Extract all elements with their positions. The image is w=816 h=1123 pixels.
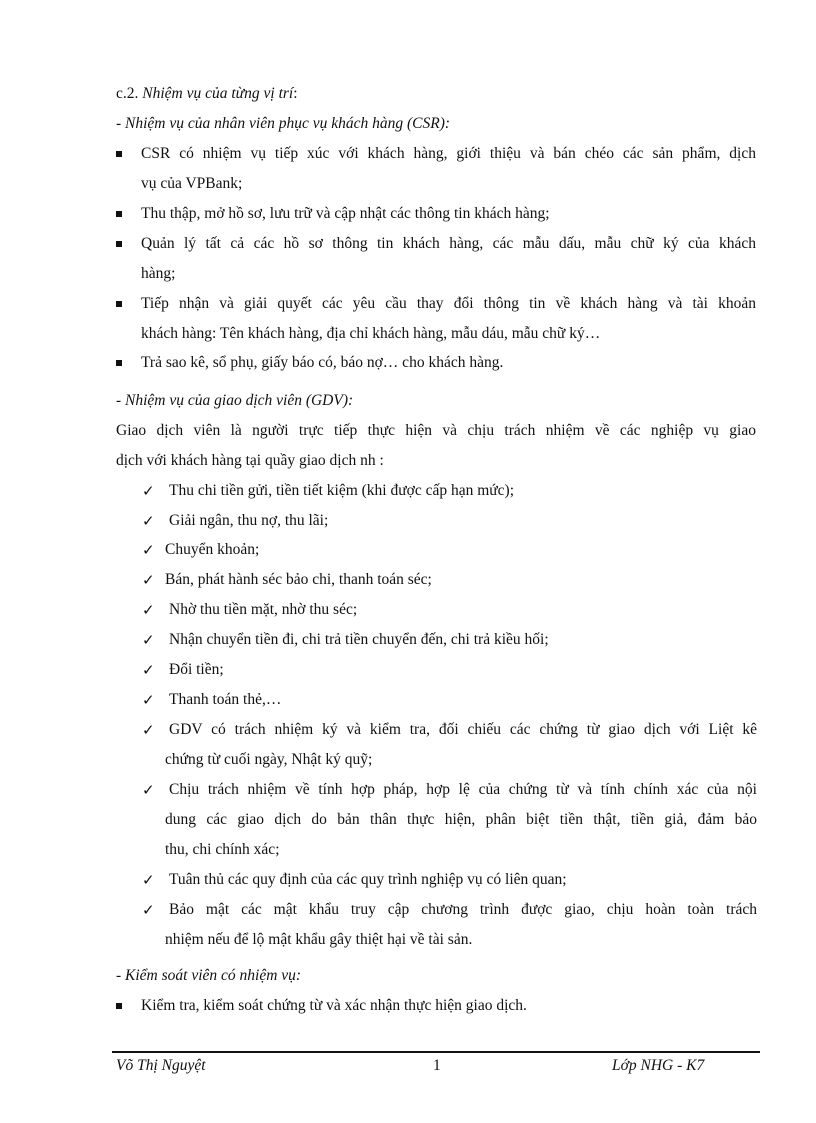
ksv-heading: - Kiểm soát viên có nhiệm vụ:: [116, 967, 302, 984]
gdv-intro-line1: Giao dịch viên là người trực tiếp thực hiện và chịu trách nhiệm về các nghiệp vụ giao: [116, 422, 756, 439]
gdv-item-10-line1: Chịu trách nhiệm về tính hợp pháp, hợp lệ của chứng từ và tính chính xác của nội: [169, 781, 757, 798]
gdv-item-5: Nhờ thu tiền mặt, nhờ thu séc;: [169, 601, 358, 618]
square-bullet-icon: [116, 301, 122, 307]
gdv-item-10-line2: dung các giao dịch do bản thân thực hiện, phân biệt tiền thật, tiền giả, đảm bảo: [165, 811, 757, 828]
checkmark-icon: ✓: [142, 571, 155, 589]
footer-divider: [112, 1051, 760, 1053]
footer-page-number: 1: [433, 1057, 441, 1074]
gdv-item-12-line2: nhiệm nếu để lộ mật khẩu gây thiệt hại về tài sản.: [165, 931, 473, 948]
square-bullet-icon: [116, 1003, 122, 1009]
gdv-item-1: Thu chi tiền gửi, tiền tiết kiệm (khi được cấp hạn mức);: [169, 482, 515, 499]
gdv-intro-line2: dịch với khách hàng tại quầy giao dịch nh :: [116, 452, 384, 469]
checkmark-icon: ✓: [142, 781, 155, 799]
gdv-item-9-line2: chứng từ cuối ngày, Nhật ký quỹ;: [165, 751, 373, 768]
square-bullet-icon: [116, 151, 122, 157]
csr-item-1-line1: CSR có nhiệm vụ tiếp xúc với khách hàng, giới thiệu và bán chéo các sản phẩm, dịch: [141, 145, 756, 162]
gdv-item-8: Thanh toán thẻ,…: [169, 691, 282, 708]
gdv-item-3: Chuyển khoản;: [165, 541, 260, 558]
gdv-item-6: Nhận chuyển tiền đi, chi trả tiền chuyển đến, chi trả kiều hối;: [169, 631, 549, 648]
checkmark-icon: ✓: [142, 541, 155, 559]
footer-author: Võ Thị Nguyệt: [116, 1057, 206, 1074]
csr-item-1-line2: vụ của VPBank;: [141, 175, 243, 192]
section-number: c.2.: [116, 85, 143, 102]
checkmark-icon: ✓: [142, 721, 155, 739]
csr-heading: - Nhiệm vụ của nhân viên phục vụ khách hàng (CSR):: [116, 115, 451, 132]
gdv-item-9-line1: GDV có trách nhiệm ký và kiểm tra, đối chiếu các chứng từ giao dịch với Liệt kê: [169, 721, 757, 738]
checkmark-icon: ✓: [142, 871, 155, 889]
section-colon: :: [293, 85, 298, 102]
gdv-item-7: Đổi tiền;: [169, 661, 224, 678]
square-bullet-icon: [116, 241, 122, 247]
checkmark-icon: ✓: [142, 601, 155, 619]
checkmark-icon: ✓: [142, 482, 155, 500]
csr-item-5: Trả sao kê, sổ phụ, giấy báo có, báo nợ… cho khách hàng.: [141, 354, 504, 371]
square-bullet-icon: [116, 211, 122, 217]
checkmark-icon: ✓: [142, 661, 155, 679]
checkmark-icon: ✓: [142, 631, 155, 649]
csr-item-3-line2: hàng;: [141, 265, 176, 282]
square-bullet-icon: [116, 360, 122, 366]
section-title: Nhiệm vụ của từng vị trí: [142, 85, 294, 102]
gdv-item-11: Tuân thủ các quy định của các quy trình nghiệp vụ có liên quan;: [169, 871, 567, 888]
csr-item-4-line1: Tiếp nhận và giải quyết các yêu cầu thay đổi thông tin về khách hàng và tài khoản: [141, 295, 756, 312]
csr-item-4-line2: khách hàng: Tên khách hàng, địa chỉ khách hàng, mẫu dáu, mẫu chữ ký…: [141, 325, 601, 342]
ksv-item-1: Kiểm tra, kiểm soát chứng từ và xác nhận thực hiện giao dịch.: [141, 997, 527, 1014]
gdv-item-2: Giải ngân, thu nợ, thu lãi;: [169, 512, 329, 529]
gdv-item-4: Bán, phát hành séc bảo chi, thanh toán séc;: [165, 571, 432, 588]
csr-item-3-line1: Quản lý tất cả các hồ sơ thông tin khách hàng, các mẫu dấu, mẫu chữ ký của khách: [141, 235, 756, 252]
footer-class-label: Lớp NHG - K7: [612, 1057, 705, 1074]
gdv-item-12-line1: Bảo mật các mật khẩu truy cập chương trình được giao, chịu hoàn toàn trách: [169, 901, 757, 918]
checkmark-icon: ✓: [142, 691, 155, 709]
checkmark-icon: ✓: [142, 901, 155, 919]
checkmark-icon: ✓: [142, 512, 155, 530]
section-heading: [116, 84, 298, 104]
gdv-heading: - Nhiệm vụ của giao dịch viên (GDV):: [116, 392, 354, 409]
gdv-item-10-line3: thu, chi chính xác;: [165, 841, 280, 858]
csr-item-2: Thu thập, mở hồ sơ, lưu trữ và cập nhật các thông tin khách hàng;: [141, 205, 550, 222]
